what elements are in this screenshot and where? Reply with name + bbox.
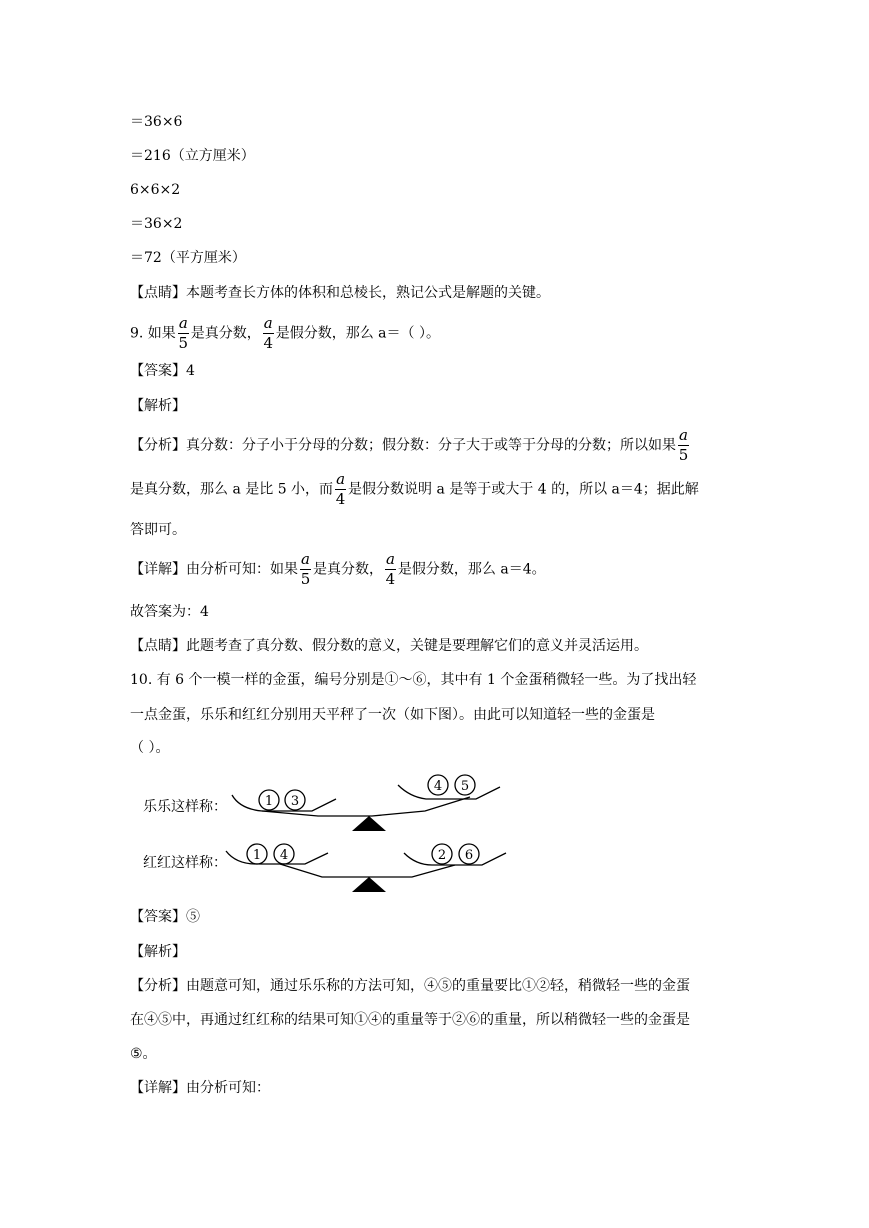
q9-answer: 【答案】4 [130, 363, 195, 379]
egg-label: 6 [464, 848, 474, 863]
q10-fenxi-line-2: 在④⑤中，再通过红红称的结果可知①④的重量等于②⑥的重量，所以稍微轻一些的金蛋是 [130, 1012, 690, 1028]
q10-stem-line-2: 一点金蛋，乐乐和红红分别用天平秤了一次（如下图）。由此可以知道轻一些的金蛋是 [130, 707, 655, 723]
q9-dianjing: 【点睛】此题考查了真分数、假分数的意义，关键是要理解它们的意义并灵活运用。 [130, 638, 648, 654]
q10-fenxi-line-3: ⑤。 [130, 1046, 157, 1062]
egg-label: 4 [433, 779, 443, 794]
fraction-a-over-5: $\frac{a}{5}$ [678, 426, 689, 464]
q9-fenxi-line-1: 【分析】真分数：分子小于分母的分数；假分数：分子大于或等于分母的分数；所以如果 $\frac{a}{5}$ [130, 426, 689, 464]
fraction-a-over-5: $\frac{a}{5}$ [300, 550, 311, 588]
fulcrum [352, 877, 386, 892]
q10-stem-line-3: （ ）。 [130, 740, 170, 756]
q9-fenxi-line-2: 是真分数，那么 a 是比 5 小，而 $\frac{a}{4}$ 是假分数说明 a 是等于或大于 4 的，所以 a＝4；据此解 [130, 470, 699, 508]
q10-jiexi: 【解析】 [130, 944, 186, 960]
q9-stem: 9. 如果 $\frac{a}{5}$ 是真分数， $\frac{a}{4}$ 是假分数，那么 a＝（ ）。 [130, 314, 440, 352]
q10-fenxi-line-1: 【分析】由题意可知，通过乐乐称的方法可知，④⑤的重量要比①②轻，稍微轻一些的金蛋 [130, 978, 690, 994]
calc-line-1: ＝36×6 [130, 114, 183, 130]
calc-line-5: ＝72（平方厘米） [130, 250, 246, 266]
egg-label: 1 [264, 794, 274, 809]
calc-line-2: ＝216（立方厘米） [130, 148, 255, 164]
fulcrum [352, 816, 386, 831]
egg-label: 2 [437, 848, 447, 863]
q10-xiangjie: 【详解】由分析可知： [130, 1080, 270, 1096]
fraction-a-over-4: $\frac{a}{4}$ [385, 550, 396, 588]
fraction-a-over-4: $\frac{a}{4}$ [335, 470, 346, 508]
q9-guda: 故答案为：4 [130, 604, 209, 620]
balance-figure [0, 765, 869, 905]
row2-label: 红红这样称： [143, 855, 227, 871]
q10-answer: 【答案】⑤ [130, 909, 200, 925]
egg-label: 1 [252, 848, 262, 863]
q8-dianjing: 【点睛】本题考查长方体的体积和总棱长，熟记公式是解题的关键。 [130, 285, 550, 301]
q9-jiexi: 【解析】 [130, 398, 186, 414]
egg-label: 5 [460, 779, 470, 794]
calc-line-3: 6×6×2 [130, 182, 181, 198]
fraction-a-over-5: $\frac{a}{5}$ [178, 314, 189, 352]
egg-label: 3 [290, 794, 300, 809]
q9-xiangjie: 【详解】由分析可知：如果 $\frac{a}{5}$ 是真分数， $\frac{a}{4}$ 是假分数，那么 a＝4。 [130, 550, 546, 588]
q10-stem-line-1: 10. 有 6 个一模一样的金蛋，编号分别是①～⑥，其中有 1 个金蛋稍微轻一些。为了找出轻 [130, 672, 697, 688]
egg-label: 4 [279, 848, 289, 863]
calc-line-4: ＝36×2 [130, 216, 183, 232]
fraction-a-over-4: $\frac{a}{4}$ [263, 314, 274, 352]
row1-label: 乐乐这样称： [143, 799, 227, 815]
q9-fenxi-line-3: 答即可。 [130, 522, 186, 538]
